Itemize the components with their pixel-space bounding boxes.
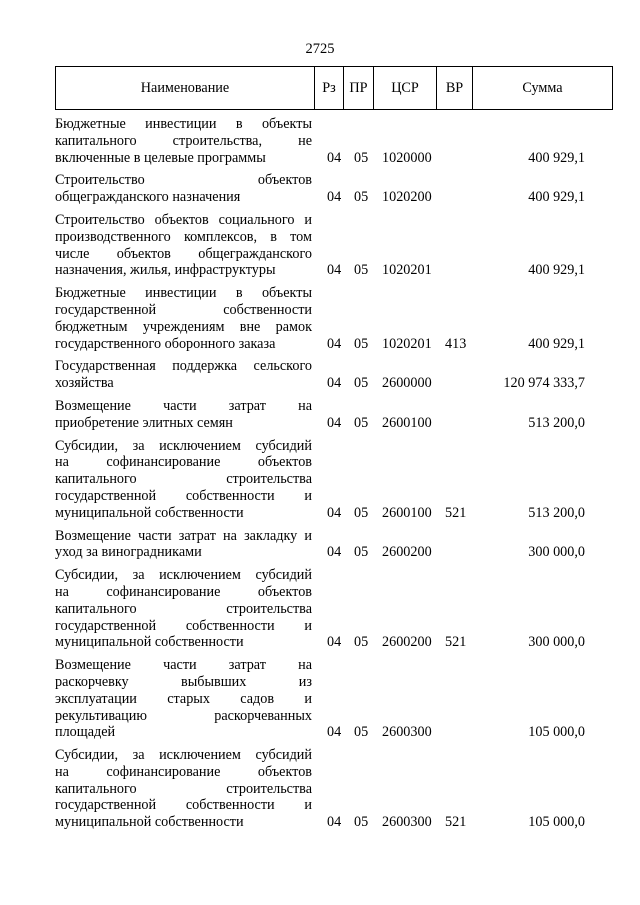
row-vr: 521 (445, 504, 467, 521)
table-row (55, 747, 615, 831)
row-sum: 400 929,1 (528, 189, 585, 206)
row-name-line: государственной собственности (55, 301, 312, 318)
header-name: Наименование (140, 80, 230, 96)
table-row (55, 212, 615, 279)
row-name-line: на софинансирование объектов (55, 583, 312, 600)
row-csr: 1020200 (382, 189, 432, 206)
header-csr: ЦСР (373, 67, 436, 109)
row-csr: 2600200 (382, 634, 432, 651)
header-pr: ПР (343, 67, 373, 109)
row-csr: 1020201 (382, 262, 432, 279)
row-pr: 05 (354, 375, 369, 392)
row-sum: 400 929,1 (528, 149, 585, 166)
row-name (55, 116, 312, 166)
row-pr: 05 (354, 724, 369, 741)
row-rz: 04 (327, 262, 342, 279)
row-rz: 04 (327, 414, 342, 431)
row-pr: 05 (354, 262, 369, 279)
row-name-line: государственного оборонного заказа (55, 335, 276, 352)
row-name-line: Бюджетные инвестиции в объекты (55, 116, 312, 132)
row-name-line: рекультивацию раскорчеванных (55, 707, 312, 724)
row-vr: 521 (445, 814, 467, 831)
row-rz: 04 (327, 544, 342, 561)
row-name (55, 747, 312, 831)
row-pr: 05 (354, 814, 369, 831)
row-vr: 413 (445, 335, 467, 352)
table-row (55, 657, 615, 741)
row-name-line: государственной собственности и (55, 617, 312, 634)
row-rz: 04 (327, 814, 342, 831)
row-name-line: на софинансирование объектов (55, 763, 312, 780)
table-row (55, 528, 615, 562)
table-row (55, 398, 615, 432)
row-name-line: включенные в целевые программы (55, 149, 266, 166)
row-name-line: приобретение элитных семян (55, 414, 233, 431)
row-csr: 2600100 (382, 504, 432, 521)
row-rz: 04 (327, 634, 342, 651)
row-name (55, 172, 312, 206)
row-name-line: назначения, жилья, инфраструктуры (55, 262, 276, 279)
row-sum: 105 000,0 (528, 724, 585, 741)
row-name-line: Возмещение части затрат на закладку и (55, 527, 312, 544)
row-rz: 04 (327, 149, 342, 166)
header-rz: Рз (314, 67, 343, 109)
row-name-line: производственного комплексов, в том (55, 228, 312, 245)
page-number: 2725 (305, 41, 335, 57)
row-name (55, 212, 312, 279)
row-name-line: муниципальной собственности (55, 634, 244, 651)
row-name (55, 438, 312, 522)
table-row (55, 438, 615, 522)
table-row (55, 285, 615, 352)
table-row (55, 358, 615, 392)
table-header (55, 66, 613, 110)
row-name-line: числе объектов общегражданского (55, 245, 312, 262)
row-csr: 2600000 (382, 375, 432, 392)
row-name-line: муниципальной собственности (55, 504, 244, 521)
row-rz: 04 (327, 335, 342, 352)
row-name-line: капитального строительства, не (55, 132, 312, 149)
row-name-line: Возмещение части затрат на (55, 657, 312, 674)
row-sum: 400 929,1 (528, 262, 585, 279)
row-csr: 1020201 (382, 335, 432, 352)
row-pr: 05 (354, 504, 369, 521)
row-name-line: капитального строительства (55, 600, 312, 617)
row-name-line: эксплуатации старых садов и (55, 690, 312, 707)
row-name-line: муниципальной собственности (55, 814, 244, 831)
row-name-line: Субсидии, за исключением субсидий (55, 437, 312, 454)
row-name-line: Государственная поддержка сельского (55, 358, 312, 375)
row-name-line: уход за виноградниками (55, 544, 202, 561)
table-row (55, 116, 615, 166)
row-sum: 513 200,0 (528, 504, 585, 521)
row-name-line: Строительство объектов социального и (55, 211, 312, 228)
row-name-line: Строительство объектов (55, 172, 312, 189)
row-csr: 1020000 (382, 149, 432, 166)
row-pr: 05 (354, 414, 369, 431)
row-name-line: государственной собственности и (55, 797, 312, 814)
row-pr: 05 (354, 634, 369, 651)
header-vr: ВР (436, 67, 472, 109)
table-row (55, 172, 615, 206)
row-pr: 05 (354, 189, 369, 206)
row-name-line: бюджетным учреждениям вне рамок (55, 318, 312, 335)
row-pr: 05 (354, 335, 369, 352)
row-sum: 300 000,0 (528, 634, 585, 651)
row-sum: 105 000,0 (528, 814, 585, 831)
row-csr: 2600300 (382, 814, 432, 831)
row-pr: 05 (354, 544, 369, 561)
row-name-line: на софинансирование объектов (55, 454, 312, 471)
row-pr: 05 (354, 149, 369, 166)
row-csr: 2600300 (382, 724, 432, 741)
row-name-line: Субсидии, за исключением субсидий (55, 747, 312, 764)
row-name (55, 285, 312, 352)
row-name-line: общегражданского назначения (55, 189, 241, 206)
row-name (55, 358, 312, 392)
row-name-line: Возмещение части затрат на (55, 397, 312, 414)
row-sum: 513 200,0 (528, 414, 585, 431)
row-vr: 521 (445, 634, 467, 651)
row-name-line: площадей (55, 724, 116, 741)
row-sum: 300 000,0 (528, 544, 585, 561)
row-name-line: хозяйства (55, 375, 114, 392)
row-csr: 2600200 (382, 544, 432, 561)
row-name-line: раскорчевку выбывших из (55, 673, 312, 690)
row-csr: 2600100 (382, 414, 432, 431)
row-rz: 04 (327, 504, 342, 521)
row-name-line: капитального строительства (55, 780, 312, 797)
row-rz: 04 (327, 724, 342, 741)
row-rz: 04 (327, 375, 342, 392)
row-name-line: капитального строительства (55, 471, 312, 488)
row-name (55, 528, 312, 562)
row-name (55, 567, 312, 651)
row-name (55, 398, 312, 432)
header-sum: Сумма (472, 67, 612, 109)
row-name-line: Бюджетные инвестиции в объекты (55, 285, 312, 302)
table-row (55, 567, 615, 651)
row-sum: 120 974 333,7 (503, 375, 585, 392)
row-rz: 04 (327, 189, 342, 206)
table-body (55, 116, 615, 831)
row-name (55, 657, 312, 741)
row-sum: 400 929,1 (528, 335, 585, 352)
row-name-line: Субсидии, за исключением субсидий (55, 567, 312, 584)
row-name-line: государственной собственности и (55, 487, 312, 504)
